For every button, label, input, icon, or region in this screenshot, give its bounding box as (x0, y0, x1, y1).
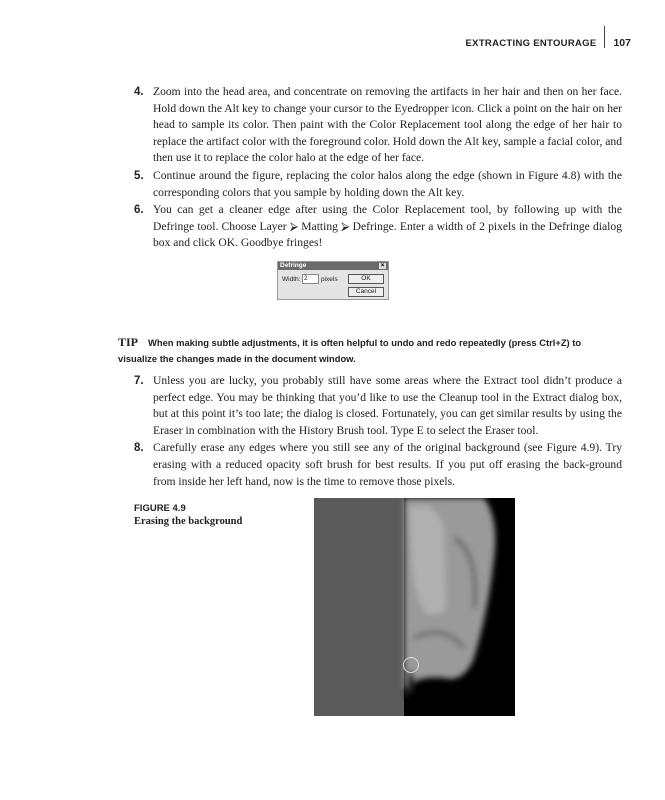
width-label: Width: (282, 275, 301, 283)
figure-4-9 (134, 498, 622, 716)
width-input: 2 (302, 274, 319, 284)
step-number: 7. (134, 374, 144, 387)
step-number: 5. (134, 169, 144, 182)
step-text: You can get a cleaner edge after using the Color Replacement tool, by following up with the Defringe tool. Choose Layer ⮚ Matting ⮚ Defringe. Enter a width of 2 pixels in the Defringe dialog box and click OK. Goodbye fringes! (153, 203, 622, 250)
step-number: 6. (134, 204, 144, 217)
step-7 (134, 373, 622, 439)
step-text: Carefully erase any edges where you still see any of the original background (see Figure 4.9). Try erasing with a reduced opacity soft brush for best results. If you put off erasing the back-ground from inside her left hand, now is the time to remove those pixels. (153, 441, 622, 488)
chapter-title: EXTRACTING ENTOURAGE (465, 37, 597, 49)
ok-button: OK (348, 274, 384, 284)
figure-label: FIGURE 4.9 (134, 503, 186, 515)
step-text: Unless you are lucky, you probably still have some areas where the Extract tool didn’t produce a perfect edge. You may be thinking that you’d like to use the Cleanup tool in the Extract dialog box, but at this point it’s too late; the dialog is closed. Fortunately, you can get similar results by using the Eraser in combination with the History Brush tool. Type E to select the Eraser tool. (153, 373, 622, 437)
page-number: 107 (613, 37, 631, 49)
step-5 (134, 168, 622, 201)
defringe-dialog-screenshot (277, 261, 389, 300)
figure-image-hand (314, 498, 515, 716)
dialog-titlebar (278, 262, 388, 270)
cancel-button: Cancel (348, 287, 384, 297)
figure-caption-text: Erasing the background (134, 516, 243, 528)
step-8 (134, 440, 622, 490)
tip-box (118, 334, 618, 367)
step-number: 8. (134, 442, 144, 455)
body-text (118, 84, 622, 716)
tip-text: When making subtle adjustments, it is often helpful to undo and redo repeatedly (press Ctrl+Z) to visualize the changes made in the document window. (118, 336, 582, 364)
tip-label: TIP (118, 334, 139, 349)
step-text: Zoom into the head area, and concentrate on removing the artifacts in her hair and then on her face. Hold down the Alt key to change your cursor to the Eyedropper icon. Click a point on the hair on her head to sample its color. Then paint with the Color Replacement tool along the edge of her hair to replace the artifact color with the foreground color. Hold down the Alt key, sample a facial color, and then use it to replace the color halo at the edge of her face. (153, 85, 622, 165)
close-icon: × (380, 261, 385, 269)
unit-label: pixels (321, 275, 338, 283)
hand-photo-illustration (314, 498, 515, 716)
step-number: 4. (134, 86, 144, 98)
step-text: Continue around the figure, replacing the color halos along the edge (shown in Figure 4.8) with the corresponding colors that you sample by holding down the Alt key. (153, 168, 622, 199)
figure-caption (134, 498, 314, 716)
running-header (466, 37, 631, 49)
dialog-title: Defringe (280, 261, 307, 269)
step-4 (134, 84, 622, 167)
step-6 (134, 202, 622, 252)
